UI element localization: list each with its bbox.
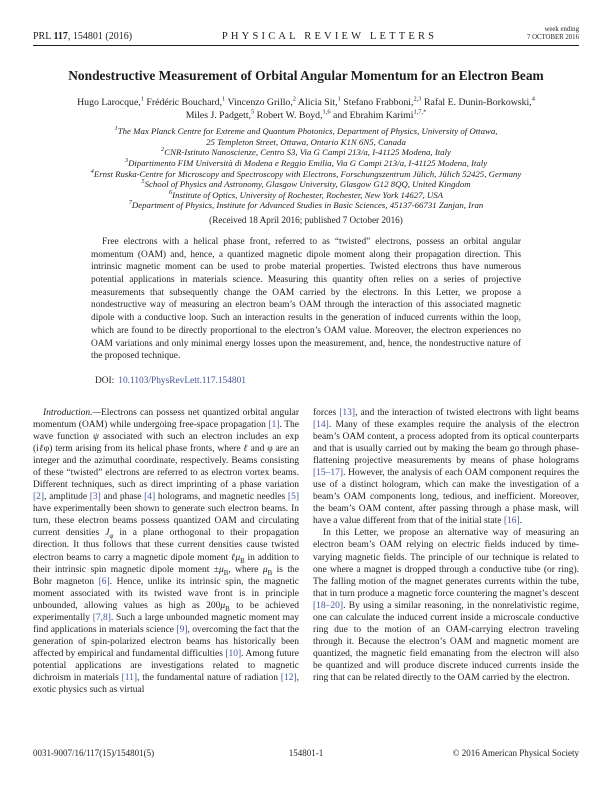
author: Hugo Larocque,$^1$: [77, 95, 144, 108]
citation-ref[interactable]: [4]: [144, 492, 156, 503]
citation-ref[interactable]: [3]: [89, 492, 101, 503]
affiliations: [33, 126, 579, 211]
author: Rafal E. Dunin-Borkowski,$^4$: [423, 95, 535, 108]
author: Miles J. Padgett,$^5$: [185, 108, 255, 121]
affiliation-sup: 4: [90, 167, 94, 175]
abstract: Free electrons with a helical phase front, referred to as “twisted” electrons, possess an orbital angular momentum (OAM) and, hence, a quantized magnetic dipole moment along their propagation direction. This intrinsic magnetic moment can be used to probe material properties. Twisted electrons thus have numerous potential applications in materials science. Measuring this quantity often relies on a series of projective measurements that subsequently change the OAM carried by the electrons. In this Letter, we propose a nondestructive way of measuring an electron beam’s OAM through the interaction of this associated magnetic dipole with a conductive loop. Such an interaction results in the generation of induced currents within the loop, which are found to be directly proportional to the electron’s OAM value. Moreover, the electron experiences no OAM variations and only minimal energy losses upon the measurement, and, hence, the nondestructive nature of the proposed technique.: [91, 236, 521, 362]
journal-citation-rest: , 154801 (2016): [67, 31, 133, 42]
author-affiliation-sup: 5: [251, 108, 255, 116]
author-affiliation-sup: 2: [292, 95, 296, 103]
affiliation-line: $^5$School of Physics and Astronomy, Glasgow University, Glasgow G12 8QQ, United Kingdom: [141, 178, 471, 190]
header-rule: [33, 45, 579, 46]
section-lead: Introduction.—: [43, 407, 101, 418]
author: Frédéric Bouchard,$^1$: [146, 95, 226, 108]
author-affiliation-sup: 1,6: [322, 108, 331, 116]
authors-line-1: [33, 97, 579, 110]
body-columns: [33, 407, 579, 696]
copyright-notice: © 2016 American Physical Society: [452, 748, 579, 758]
citation-ref[interactable]: [7,8]: [92, 612, 111, 623]
author: Robert W. Boyd,$^{1,6}$: [256, 108, 331, 121]
affiliation-line: 25 Templeton Street, Ottawa, Ontario K1N 6N5, Canada: [206, 136, 406, 147]
affiliation-sup: 1: [114, 125, 118, 133]
citation-ref[interactable]: [15–17]: [313, 468, 344, 479]
author-affiliation-sup: 4: [531, 95, 535, 103]
issn-code: 0031-9007/16/117(15)/154801(5): [33, 748, 155, 758]
citation-ref[interactable]: [18–20]: [313, 600, 344, 611]
column-left: [33, 407, 299, 696]
author-list: [33, 97, 579, 122]
author-affiliation-sup: 1: [337, 95, 341, 103]
page-footer: [33, 748, 579, 758]
citation-ref[interactable]: [10]: [225, 648, 242, 659]
author: Alicia Sit,$^1$: [297, 95, 341, 108]
author-affiliation-sup: 2,3: [413, 95, 422, 103]
author-affiliation-sup: 1,7,*: [413, 108, 427, 116]
affiliation-line: $^6$Institute of Optics, University of Rochester, Rochester, New York 14627, USA: [168, 188, 444, 200]
body-paragraph: Introduction.—Electrons can possess net quantized orbital angular momentum (OAM) while undergoing free-space propagation [1]. The wave function ψ associated with such an electron includes an exp (iℓφ) term arising from its helical phase fronts, where ℓ and φ are an integer and the azimuthal coordinate, respectively. Beams consisting of these “twisted” electrons are referred to as electron vortex beams. Different techniques, such as direct imprinting of a phase variation [2], amplitude [3] and phase [4] holograms, and magnetic needles [5] have experimentally been shown to generate such electron beams. In turn, these electron beams possess quantized OAM and circulating current densities $J_\varphi$ in a plane orthogonal to their propagation direction. It thus follows that these current densities cause twisted electron beams to carry a magnetic dipole moment ℓμ$_B$ in addition to their intrinsic spin magnetic dipole moment $\pm\mu_B$, where $\mu_B$ is the Bohr magneton [6]. Hence, unlike its intrinsic spin, the magnetic moment associated with its twisted wave front is in principle unbounded, allowing values as high as $200\mu_B$ to be achieved experimentally [7,8]. Such a large unbounded magnetic moment may find applications in materials science [9], overcoming the fact that the generation of spin-polarized electron beams has historically been affected by empirical and fundamental difficulties [10]. Among future potential applications are investigations related to magnetic dichroism in materials [11], the fundamental nature of radiation [12], exotic physics such as virtual: [33, 407, 299, 696]
issue-date: 7 OCTOBER 2016: [526, 34, 579, 41]
affiliation-sup: 5: [141, 178, 145, 186]
citation-ref[interactable]: [16]: [503, 516, 520, 527]
column-right: [313, 407, 579, 684]
affiliation-line: $^7$Department of Physics, Institute for Advanced Studies in Basic Sciences, 45137-66731 Zanjan, Iran: [128, 199, 484, 211]
author: Vincenzo Grillo,$^2$: [227, 95, 296, 108]
citation-ref[interactable]: [1]: [268, 420, 280, 431]
week-ending-label: week ending: [544, 26, 579, 33]
journal-volume: 117: [53, 31, 68, 42]
citation-ref[interactable]: [2]: [33, 492, 45, 503]
citation-ref[interactable]: [9]: [176, 624, 188, 635]
affiliation-line: $^4$Ernst Ruska-Centre for Microscopy and Spectroscopy with Electrons, Forschungszentrum Jülich, Jülich 52425, Germany: [90, 167, 522, 179]
citation-ref[interactable]: [12]: [280, 673, 297, 683]
journal-citation: [33, 31, 132, 42]
affiliation-sup: 2: [161, 146, 165, 154]
affiliation-line: $^3$Dipartimento FIM Università di Modena e Reggio Emilia, Via G Campi 213/a, I-41125 Modena, Italy: [124, 157, 488, 168]
authors-line-2: [33, 110, 579, 123]
author-affiliation-sup: 1: [222, 95, 226, 103]
body-paragraph: In this Letter, we propose an alternative way of measuring an electron beam’s OAM relying on electric fields induced by time-varying magnetic fields. The principle of our technique is related to one where a magnet is dropped through a conductive tube (or ring). The falling motion of the magnet generates currents within the tube, that in turn produce a magnetic force countering the magnet’s descent [18–20]. By using a similar reasoning, in the nonrelativistic regime, one can calculate the induced current inside a microscale conductive ring due to the motion of an OAM-carrying electron traveling through it. Because the electron’s OAM and magnetic moment are quantized, the magnetic field emanating from the electron will also be quantized and will produce discrete induced currents inside the ring that can be related directly to the OAM carried by the electron.: [313, 528, 579, 683]
journal-citation-prefix: PRL: [33, 31, 54, 42]
citation-ref[interactable]: [13]: [339, 407, 356, 418]
author-affiliation-sup: 1: [140, 95, 144, 103]
doi-label: DOI:: [95, 375, 115, 386]
doi-line: [95, 376, 579, 386]
received-line: (Received 18 April 2016; published 7 October 2016): [209, 214, 403, 225]
citation-ref[interactable]: [6]: [98, 576, 110, 587]
affiliation-line: $^2$CNR-Istituto Nanoscienze, Centro S3, Via G Campi 213/a, I-41125 Modena, Italy: [161, 146, 451, 158]
citation-ref[interactable]: [14]: [313, 420, 329, 431]
page-number: 154801-1: [288, 748, 324, 758]
issue-date-block: [527, 26, 579, 42]
journal-name: PHYSICAL REVIEW LETTERS: [221, 31, 438, 42]
affiliation-line: $^1$The Max Planck Centre for Extreme and Quantum Photonics, Department of Physics, University of Ottawa,: [114, 125, 498, 137]
page-header: [33, 26, 579, 42]
body-paragraph: forces [13], and the interaction of twisted electrons with light beams [14]. Many of these examples require the analysis of the electron beam’s OAM content, a process adopted from its optical counterparts and that is usually carried out by making the beam go through phase-flattening projective measurements by means of phase holograms [15–17]. However, the analysis of each OAM component requires the use of a distinct hologram, which can make the investigation of a beam’s OAM components long, tedious, and inefficient. Moreover, the beam’s OAM content, after passing through a phase mask, will have a value different from that of the initial state [16].: [313, 407, 579, 527]
paper-title: Nondestructive Measurement of Orbital Angular Momentum for an Electron Beam: [68, 68, 544, 83]
author: Stefano Frabboni,$^{2,3}$: [343, 95, 422, 108]
author: and Ebrahim Karimi$^{1,7,*}$: [332, 108, 427, 121]
citation-ref[interactable]: [11]: [121, 673, 138, 683]
affiliation-sup: 6: [168, 188, 173, 196]
doi-link[interactable]: 10.1103/PhysRevLett.117.154801: [118, 375, 246, 386]
affiliation-sup: 7: [128, 199, 132, 207]
affiliation-sup: 3: [124, 157, 129, 165]
citation-ref[interactable]: [5]: [287, 492, 299, 503]
